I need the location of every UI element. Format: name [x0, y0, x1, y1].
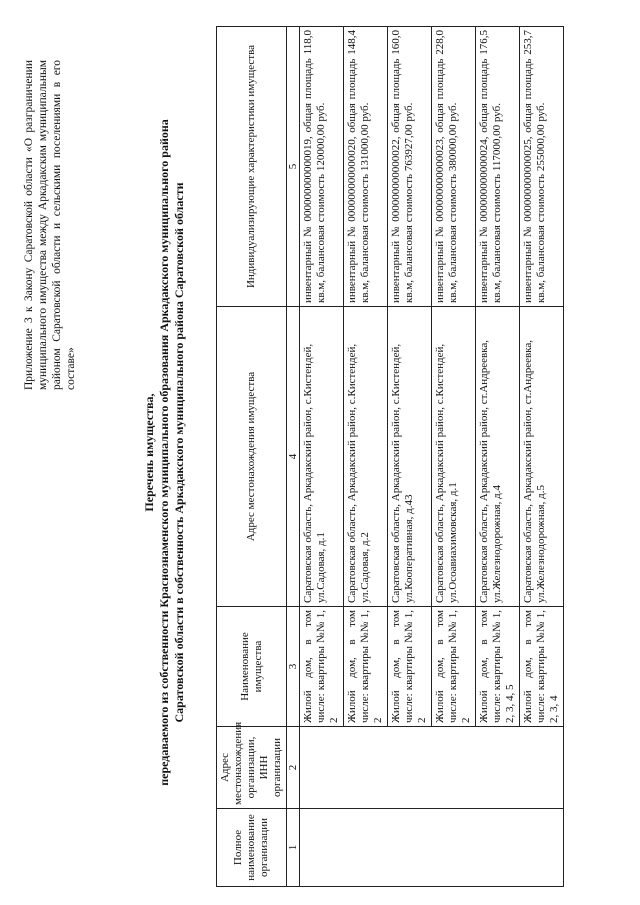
property-name-cell: Жилой дом, в том числе: квартиры №№ 1, 2, 3, 4 [520, 607, 564, 727]
property-characteristics-cell: инвентарный № 000000000000020, общая площадь 148,4 кв.м, балансовая стоимость 131000,00 руб. [344, 27, 388, 307]
property-address-cell: Саратовская область, Аркадакский район, с.Кистендей, ул.Садовая, д.1 [300, 307, 344, 607]
property-characteristics-cell: инвентарный № 000000000000025, общая площадь 253,7 кв.м, балансовая стоимость 255000,00 руб. [520, 27, 564, 307]
property-name-cell: Жилой дом, в том числе: квартиры №№ 1, 2, 3, 4, 5 [476, 607, 520, 727]
table-header-row [217, 27, 287, 887]
property-address-cell: Саратовская область, Аркадакский район, с.Кистендей, ул.Кооперативная, д.43 [388, 307, 432, 607]
property-address-cell: Саратовская область, Аркадакский район, с.Кистендей, ул.Садовая, д.2 [344, 307, 388, 607]
column-number: 1 [287, 809, 300, 887]
column-number: 3 [287, 607, 300, 727]
table-row [300, 27, 344, 887]
property-characteristics-cell: инвентарный № 000000000000022, общая площадь 160,0 кв.м, балансовая стоимость 763927,00 руб. [388, 27, 432, 307]
property-address-cell: Саратовская область, Аркадакский район, с.Кистендей, ул.Осоавиахимовская, д.1 [432, 307, 476, 607]
property-name-cell: Жилой дом, в том числе: квартиры №№ 1, 2 [388, 607, 432, 727]
property-characteristics-cell: инвентарный № 000000000000019, общая площадь 118,0 кв.м, балансовая стоимость 120000,00 руб. [300, 27, 344, 307]
property-name-cell: Жилой дом, в том числе: квартиры №№ 1, 2 [300, 607, 344, 727]
title-line-3: Саратовской области в собственность Аркадакского муниципального района Саратовской области [172, 182, 186, 723]
property-characteristics-cell: инвентарный № 000000000000024, общая площадь 176,5 кв.м, балансовая стоимость 117000,00 руб. [476, 27, 520, 307]
header-property-address: Адрес местонахождения имущества [217, 307, 287, 607]
org-name-cell [300, 809, 564, 887]
header-org-address: Адрес местонахождения организации, ИНН организации [217, 727, 287, 809]
header-property-characteristics: Индивидуализирующие характеристики имущества [217, 27, 287, 307]
annex-note: Приложение 3 к Закону Саратовской области «О разграничении муниципального имущества между Аркадакским муниципальным районом Саратовской области и сельскими поселениями в его составе» [23, 60, 77, 390]
org-address-cell [300, 727, 564, 809]
property-address-cell: Саратовская область, Аркадакский район, ст.Андреевка, ул.Железнодорожная, д.4 [476, 307, 520, 607]
title-line-1: Перечень имущества, [142, 393, 156, 512]
column-number: 5 [287, 27, 300, 307]
header-org-name: Полное наименование организации [217, 809, 287, 887]
property-table [216, 26, 564, 887]
column-number-row [287, 27, 300, 887]
property-characteristics-cell: инвентарный № 000000000000023, общая площадь 228,0 кв.м, балансовая стоимость 380000,00 руб. [432, 27, 476, 307]
column-number: 4 [287, 307, 300, 607]
document-title [142, 0, 187, 905]
title-line-2: передаваемого из собственности Краснознаменского муниципального образования Аркадакского муниципального района [157, 119, 171, 786]
property-name-cell: Жилой дом, в том числе: квартиры №№ 1, 2 [344, 607, 388, 727]
property-address-cell: Саратовская область, Аркадакский район, ст.Андреевка, ул.Железнодорожная, д.5 [520, 307, 564, 607]
column-number: 2 [287, 727, 300, 809]
property-name-cell: Жилой дом, в том числе: квартиры №№ 1, 2 [432, 607, 476, 727]
header-property-name: Наименование имущества [217, 607, 287, 727]
